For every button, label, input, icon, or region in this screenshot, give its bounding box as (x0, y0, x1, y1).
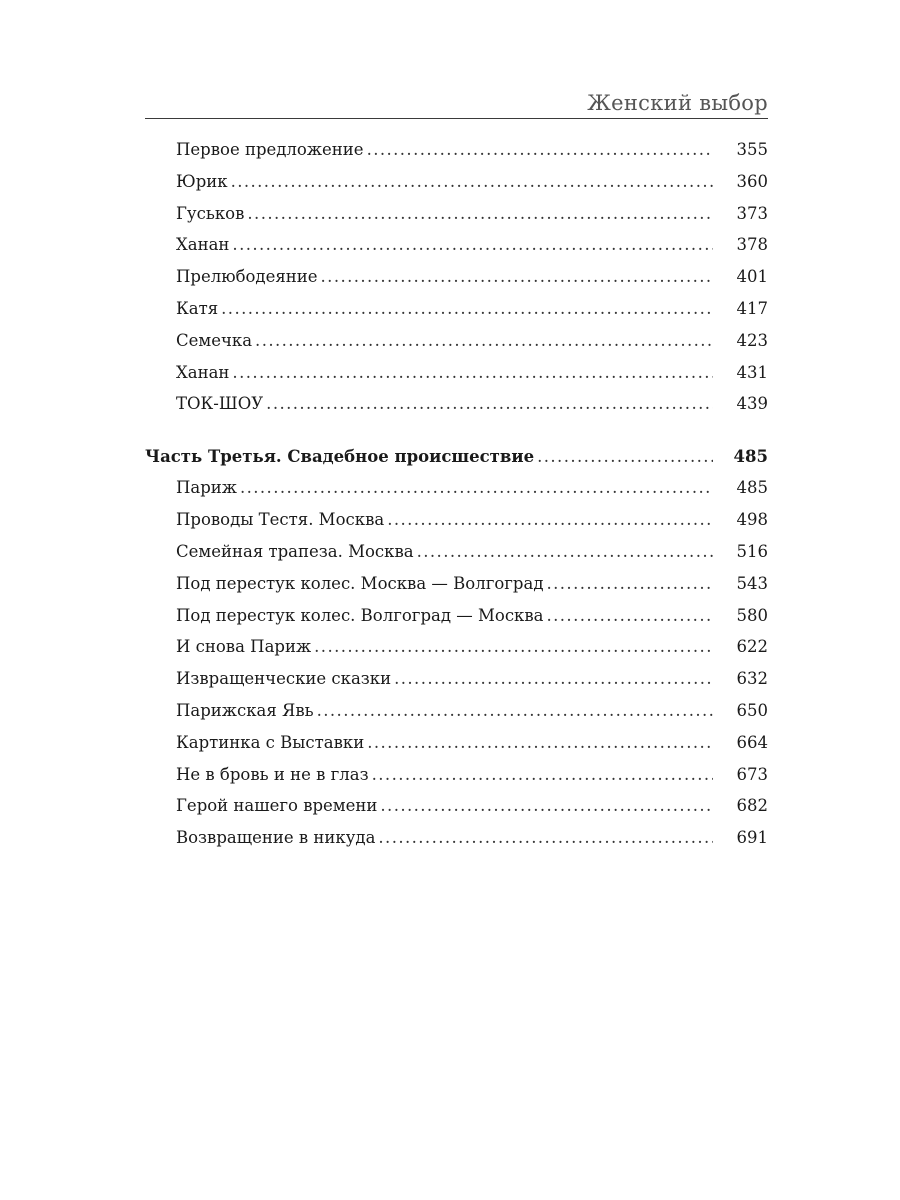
toc-entry-title: Не в бровь и не в глаз (176, 764, 369, 784)
toc-entry[interactable] (145, 198, 768, 230)
dot-leader (317, 695, 713, 727)
toc-entry[interactable] (145, 727, 768, 759)
toc-entry-page: 485 (736, 478, 768, 498)
dot-leader (417, 536, 713, 568)
toc-entry-page: 423 (736, 330, 768, 350)
toc-entry[interactable] (145, 600, 768, 632)
dot-leader (247, 198, 713, 230)
toc-entry-page: 417 (736, 298, 768, 318)
dot-leader (314, 631, 713, 663)
toc-entry-title: Юрик (176, 171, 228, 191)
dot-leader (321, 261, 713, 293)
toc-entry-page: 355 (736, 140, 768, 159)
dot-leader (232, 357, 713, 389)
toc-entry[interactable] (145, 472, 768, 504)
toc-entry[interactable] (145, 695, 768, 727)
dot-leader (255, 325, 713, 357)
toc-entry-title: Гуськов (176, 203, 245, 223)
toc-entry-title: Катя (176, 298, 219, 318)
toc-entry-title: Париж (176, 478, 237, 498)
toc-entry[interactable] (145, 261, 768, 293)
toc-entry[interactable] (145, 229, 768, 261)
toc-entry-title: Извращенческие сказки (176, 669, 392, 689)
toc-entry-page: 431 (736, 362, 768, 382)
dot-leader (221, 293, 713, 325)
running-head: Женский выбор (587, 91, 768, 115)
toc-entry[interactable] (145, 822, 768, 854)
header-rule (145, 118, 768, 119)
toc-entry-page: 691 (736, 828, 768, 848)
toc-entry[interactable] (145, 325, 768, 357)
dot-leader (537, 441, 713, 473)
toc-entry-title: Ханан (176, 362, 230, 382)
toc-entry-page: 682 (736, 796, 768, 816)
dot-leader (547, 568, 714, 600)
toc-entry[interactable] (145, 504, 768, 536)
toc-entry-title: Ханан (176, 235, 230, 255)
toc-entry[interactable] (145, 790, 768, 822)
toc-entry-title: Картинка с Выставки (176, 732, 365, 752)
toc-entry-page: 401 (736, 267, 768, 287)
dot-leader (378, 822, 713, 854)
dot-leader (367, 134, 713, 166)
toc-entry-title: Прелюбодеяние (176, 267, 318, 287)
toc-entry-page: 439 (736, 394, 768, 414)
toc-entry-page: 580 (736, 605, 768, 625)
toc-entry[interactable] (145, 568, 768, 600)
table-of-contents (145, 134, 768, 854)
toc-entry-title: Проводы Тестя. Москва (176, 510, 385, 530)
toc-entry-title: Первое предложение (176, 140, 364, 159)
toc-entry-title: ТОК-ШОУ (176, 394, 264, 414)
toc-entry[interactable] (145, 388, 768, 420)
toc-entry-page: 632 (736, 669, 768, 689)
toc-entry-title: Под перестук колес. Волгоград — Москва (176, 605, 544, 625)
toc-entry-page: 498 (736, 510, 768, 530)
toc-entry-page: 378 (736, 235, 768, 255)
dot-leader (240, 472, 713, 504)
toc-entry-title: Семейная трапеза. Москва (176, 542, 414, 562)
toc-entry[interactable] (145, 759, 768, 791)
toc-part-heading[interactable] (145, 441, 768, 473)
toc-entry-page: 622 (736, 637, 768, 657)
toc-part-title: Часть Третья. Свадебное происшествие (145, 446, 535, 466)
dot-leader (232, 229, 713, 261)
toc-entry-title: Возвращение в никуда (176, 828, 376, 848)
toc-entry[interactable] (145, 536, 768, 568)
toc-entry-page: 650 (736, 701, 768, 721)
toc-entry[interactable] (145, 166, 768, 198)
toc-entry-title: Семечка (176, 330, 253, 350)
dot-leader (547, 600, 714, 632)
toc-entry-page: 360 (736, 171, 768, 191)
toc-entry-title: Герой нашего времени (176, 796, 378, 816)
toc-entry-page: 373 (736, 203, 768, 223)
toc-entry-page: 543 (736, 573, 768, 593)
toc-entry[interactable] (145, 134, 768, 166)
toc-entry-page: 516 (736, 542, 768, 562)
dot-leader (380, 790, 713, 822)
toc-entry-title: И снова Париж (176, 637, 312, 657)
dot-leader (387, 504, 713, 536)
dot-leader (372, 759, 713, 791)
toc-entry-page: 664 (736, 732, 768, 752)
toc-entry-title: Парижская Явь (176, 701, 314, 721)
toc-entry-page: 673 (736, 764, 768, 784)
toc-entry[interactable] (145, 631, 768, 663)
dot-leader (266, 388, 713, 420)
dot-leader (394, 663, 713, 695)
toc-entry-title: Под перестук колес. Москва — Волгоград (176, 573, 544, 593)
dot-leader (231, 166, 713, 198)
toc-entry[interactable] (145, 293, 768, 325)
toc-entry[interactable] (145, 663, 768, 695)
toc-part-page: 485 (733, 446, 768, 466)
dot-leader (367, 727, 713, 759)
toc-entry[interactable] (145, 357, 768, 389)
